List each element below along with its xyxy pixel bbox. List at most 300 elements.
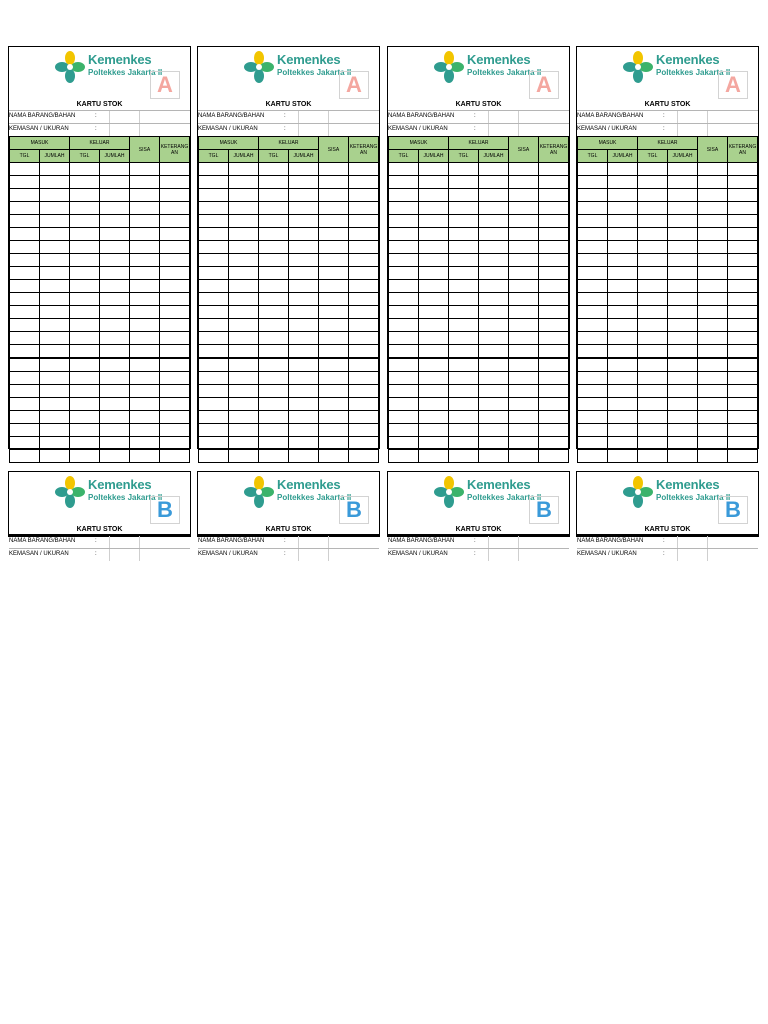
sisa-cell[interactable] bbox=[509, 215, 539, 228]
masuk-tgl-cell[interactable] bbox=[389, 202, 419, 215]
masuk-jumlah-cell[interactable] bbox=[40, 345, 70, 359]
keluar-tgl-cell[interactable] bbox=[259, 215, 289, 228]
keterangan-cell[interactable] bbox=[349, 215, 379, 228]
sisa-cell[interactable] bbox=[698, 189, 728, 202]
masuk-tgl-cell[interactable] bbox=[199, 228, 229, 241]
masuk-jumlah-cell[interactable] bbox=[229, 450, 259, 463]
masuk-tgl-cell[interactable] bbox=[10, 215, 40, 228]
keluar-tgl-cell[interactable] bbox=[259, 424, 289, 437]
sisa-cell[interactable] bbox=[130, 228, 160, 241]
sisa-cell[interactable] bbox=[509, 306, 539, 319]
masuk-tgl-cell[interactable] bbox=[578, 424, 608, 437]
keterangan-cell[interactable] bbox=[728, 254, 758, 267]
sisa-cell[interactable] bbox=[319, 319, 349, 332]
sisa-cell[interactable] bbox=[130, 411, 160, 424]
sisa-cell[interactable] bbox=[130, 332, 160, 345]
sisa-cell[interactable] bbox=[319, 215, 349, 228]
keluar-tgl-cell[interactable] bbox=[70, 437, 100, 450]
masuk-jumlah-cell[interactable] bbox=[40, 358, 70, 372]
keterangan-cell[interactable] bbox=[160, 293, 190, 306]
masuk-tgl-cell[interactable] bbox=[10, 398, 40, 411]
keluar-jumlah-cell[interactable] bbox=[668, 176, 698, 189]
keluar-tgl-cell[interactable] bbox=[638, 215, 668, 228]
keluar-jumlah-cell[interactable] bbox=[479, 280, 509, 293]
masuk-jumlah-cell[interactable] bbox=[419, 372, 449, 385]
masuk-jumlah-cell[interactable] bbox=[608, 411, 638, 424]
keterangan-cell[interactable] bbox=[349, 345, 379, 359]
keluar-tgl-cell[interactable] bbox=[449, 163, 479, 176]
masuk-jumlah-cell[interactable] bbox=[229, 319, 259, 332]
sisa-cell[interactable] bbox=[130, 424, 160, 437]
keluar-tgl-cell[interactable] bbox=[638, 228, 668, 241]
keluar-jumlah-cell[interactable] bbox=[100, 280, 130, 293]
keluar-jumlah-cell[interactable] bbox=[100, 372, 130, 385]
keterangan-cell[interactable] bbox=[728, 345, 758, 359]
keterangan-cell[interactable] bbox=[728, 424, 758, 437]
sisa-cell[interactable] bbox=[509, 345, 539, 359]
keterangan-cell[interactable] bbox=[728, 215, 758, 228]
sisa-cell[interactable] bbox=[130, 437, 160, 450]
keterangan-cell[interactable] bbox=[539, 163, 569, 176]
masuk-jumlah-cell[interactable] bbox=[419, 176, 449, 189]
keluar-jumlah-cell[interactable] bbox=[479, 345, 509, 359]
masuk-jumlah-cell[interactable] bbox=[608, 332, 638, 345]
sisa-cell[interactable] bbox=[509, 254, 539, 267]
sisa-cell[interactable] bbox=[698, 306, 728, 319]
keluar-jumlah-cell[interactable] bbox=[479, 319, 509, 332]
keluar-tgl-cell[interactable] bbox=[638, 332, 668, 345]
sisa-cell[interactable] bbox=[509, 332, 539, 345]
keluar-tgl-cell[interactable] bbox=[449, 424, 479, 437]
keterangan-cell[interactable] bbox=[160, 228, 190, 241]
sisa-cell[interactable] bbox=[509, 398, 539, 411]
masuk-tgl-cell[interactable] bbox=[199, 267, 229, 280]
masuk-tgl-cell[interactable] bbox=[578, 306, 608, 319]
masuk-tgl-cell[interactable] bbox=[389, 385, 419, 398]
masuk-tgl-cell[interactable] bbox=[199, 202, 229, 215]
masuk-tgl-cell[interactable] bbox=[10, 163, 40, 176]
keterangan-cell[interactable] bbox=[349, 163, 379, 176]
masuk-jumlah-cell[interactable] bbox=[608, 176, 638, 189]
keluar-tgl-cell[interactable] bbox=[259, 254, 289, 267]
sisa-cell[interactable] bbox=[698, 176, 728, 189]
masuk-jumlah-cell[interactable] bbox=[608, 293, 638, 306]
keluar-tgl-cell[interactable] bbox=[638, 385, 668, 398]
keluar-jumlah-cell[interactable] bbox=[289, 202, 319, 215]
masuk-tgl-cell[interactable] bbox=[389, 372, 419, 385]
sisa-cell[interactable] bbox=[698, 163, 728, 176]
keterangan-cell[interactable] bbox=[539, 189, 569, 202]
sisa-cell[interactable] bbox=[319, 228, 349, 241]
masuk-tgl-cell[interactable] bbox=[578, 332, 608, 345]
keluar-jumlah-cell[interactable] bbox=[479, 163, 509, 176]
keluar-jumlah-cell[interactable] bbox=[100, 345, 130, 359]
masuk-jumlah-cell[interactable] bbox=[229, 254, 259, 267]
keluar-tgl-cell[interactable] bbox=[449, 319, 479, 332]
masuk-jumlah-cell[interactable] bbox=[229, 293, 259, 306]
masuk-jumlah-cell[interactable] bbox=[419, 254, 449, 267]
sisa-cell[interactable] bbox=[698, 358, 728, 372]
keluar-tgl-cell[interactable] bbox=[70, 450, 100, 463]
masuk-jumlah-cell[interactable] bbox=[419, 293, 449, 306]
keluar-tgl-cell[interactable] bbox=[70, 385, 100, 398]
keluar-jumlah-cell[interactable] bbox=[100, 228, 130, 241]
masuk-jumlah-cell[interactable] bbox=[40, 398, 70, 411]
masuk-jumlah-cell[interactable] bbox=[229, 215, 259, 228]
masuk-tgl-cell[interactable] bbox=[578, 358, 608, 372]
masuk-tgl-cell[interactable] bbox=[578, 345, 608, 359]
keterangan-cell[interactable] bbox=[160, 254, 190, 267]
sisa-cell[interactable] bbox=[698, 372, 728, 385]
masuk-tgl-cell[interactable] bbox=[578, 215, 608, 228]
sisa-cell[interactable] bbox=[319, 398, 349, 411]
keluar-jumlah-cell[interactable] bbox=[668, 411, 698, 424]
keluar-tgl-cell[interactable] bbox=[259, 398, 289, 411]
sisa-cell[interactable] bbox=[698, 293, 728, 306]
keluar-jumlah-cell[interactable] bbox=[100, 267, 130, 280]
keluar-tgl-cell[interactable] bbox=[259, 372, 289, 385]
sisa-cell[interactable] bbox=[509, 319, 539, 332]
keterangan-cell[interactable] bbox=[539, 254, 569, 267]
keterangan-cell[interactable] bbox=[349, 319, 379, 332]
keterangan-cell[interactable] bbox=[539, 345, 569, 359]
keluar-tgl-cell[interactable] bbox=[70, 306, 100, 319]
keluar-tgl-cell[interactable] bbox=[449, 345, 479, 359]
masuk-jumlah-cell[interactable] bbox=[608, 450, 638, 463]
masuk-jumlah-cell[interactable] bbox=[229, 398, 259, 411]
keluar-tgl-cell[interactable] bbox=[259, 437, 289, 450]
sisa-cell[interactable] bbox=[698, 254, 728, 267]
masuk-jumlah-cell[interactable] bbox=[40, 215, 70, 228]
masuk-tgl-cell[interactable] bbox=[578, 293, 608, 306]
keluar-jumlah-cell[interactable] bbox=[668, 280, 698, 293]
keluar-tgl-cell[interactable] bbox=[449, 228, 479, 241]
keluar-tgl-cell[interactable] bbox=[449, 437, 479, 450]
keterangan-cell[interactable] bbox=[349, 267, 379, 280]
sisa-cell[interactable] bbox=[698, 398, 728, 411]
masuk-jumlah-cell[interactable] bbox=[419, 189, 449, 202]
keterangan-cell[interactable] bbox=[728, 228, 758, 241]
masuk-jumlah-cell[interactable] bbox=[419, 450, 449, 463]
keterangan-cell[interactable] bbox=[160, 385, 190, 398]
masuk-jumlah-cell[interactable] bbox=[40, 450, 70, 463]
masuk-tgl-cell[interactable] bbox=[199, 398, 229, 411]
sisa-cell[interactable] bbox=[698, 215, 728, 228]
masuk-tgl-cell[interactable] bbox=[10, 306, 40, 319]
masuk-jumlah-cell[interactable] bbox=[608, 163, 638, 176]
masuk-tgl-cell[interactable] bbox=[389, 280, 419, 293]
sisa-cell[interactable] bbox=[130, 385, 160, 398]
keluar-tgl-cell[interactable] bbox=[638, 293, 668, 306]
keterangan-cell[interactable] bbox=[160, 176, 190, 189]
keluar-tgl-cell[interactable] bbox=[638, 411, 668, 424]
keluar-jumlah-cell[interactable] bbox=[668, 332, 698, 345]
keterangan-cell[interactable] bbox=[539, 372, 569, 385]
keterangan-cell[interactable] bbox=[349, 358, 379, 372]
keluar-jumlah-cell[interactable] bbox=[668, 424, 698, 437]
keluar-jumlah-cell[interactable] bbox=[479, 372, 509, 385]
masuk-jumlah-cell[interactable] bbox=[419, 358, 449, 372]
keluar-tgl-cell[interactable] bbox=[259, 189, 289, 202]
keluar-tgl-cell[interactable] bbox=[638, 398, 668, 411]
masuk-jumlah-cell[interactable] bbox=[229, 437, 259, 450]
keluar-jumlah-cell[interactable] bbox=[100, 189, 130, 202]
keluar-tgl-cell[interactable] bbox=[449, 176, 479, 189]
keterangan-cell[interactable] bbox=[349, 411, 379, 424]
keluar-tgl-cell[interactable] bbox=[449, 254, 479, 267]
masuk-jumlah-cell[interactable] bbox=[229, 280, 259, 293]
masuk-jumlah-cell[interactable] bbox=[419, 385, 449, 398]
masuk-jumlah-cell[interactable] bbox=[40, 306, 70, 319]
keluar-tgl-cell[interactable] bbox=[70, 254, 100, 267]
keluar-tgl-cell[interactable] bbox=[638, 267, 668, 280]
keluar-jumlah-cell[interactable] bbox=[289, 293, 319, 306]
sisa-cell[interactable] bbox=[319, 345, 349, 359]
keluar-jumlah-cell[interactable] bbox=[100, 385, 130, 398]
keterangan-cell[interactable] bbox=[160, 437, 190, 450]
masuk-tgl-cell[interactable] bbox=[10, 437, 40, 450]
keluar-jumlah-cell[interactable] bbox=[479, 189, 509, 202]
masuk-jumlah-cell[interactable] bbox=[229, 267, 259, 280]
keterangan-cell[interactable] bbox=[160, 411, 190, 424]
keluar-tgl-cell[interactable] bbox=[638, 437, 668, 450]
keluar-tgl-cell[interactable] bbox=[70, 424, 100, 437]
keluar-jumlah-cell[interactable] bbox=[668, 450, 698, 463]
keterangan-cell[interactable] bbox=[539, 332, 569, 345]
masuk-jumlah-cell[interactable] bbox=[229, 176, 259, 189]
keluar-tgl-cell[interactable] bbox=[449, 241, 479, 254]
sisa-cell[interactable] bbox=[509, 202, 539, 215]
keterangan-cell[interactable] bbox=[728, 332, 758, 345]
keluar-jumlah-cell[interactable] bbox=[668, 241, 698, 254]
keluar-tgl-cell[interactable] bbox=[638, 176, 668, 189]
masuk-jumlah-cell[interactable] bbox=[608, 241, 638, 254]
keluar-jumlah-cell[interactable] bbox=[668, 437, 698, 450]
keluar-tgl-cell[interactable] bbox=[259, 358, 289, 372]
keluar-tgl-cell[interactable] bbox=[70, 293, 100, 306]
masuk-tgl-cell[interactable] bbox=[389, 293, 419, 306]
keterangan-cell[interactable] bbox=[539, 293, 569, 306]
keluar-jumlah-cell[interactable] bbox=[100, 293, 130, 306]
keluar-jumlah-cell[interactable] bbox=[100, 358, 130, 372]
masuk-tgl-cell[interactable] bbox=[578, 385, 608, 398]
sisa-cell[interactable] bbox=[130, 163, 160, 176]
keluar-jumlah-cell[interactable] bbox=[479, 215, 509, 228]
keluar-jumlah-cell[interactable] bbox=[479, 332, 509, 345]
keterangan-cell[interactable] bbox=[160, 450, 190, 463]
masuk-tgl-cell[interactable] bbox=[389, 319, 419, 332]
keterangan-cell[interactable] bbox=[349, 202, 379, 215]
masuk-jumlah-cell[interactable] bbox=[419, 306, 449, 319]
masuk-tgl-cell[interactable] bbox=[199, 372, 229, 385]
keterangan-cell[interactable] bbox=[349, 228, 379, 241]
sisa-cell[interactable] bbox=[698, 228, 728, 241]
keluar-tgl-cell[interactable] bbox=[638, 241, 668, 254]
masuk-jumlah-cell[interactable] bbox=[229, 345, 259, 359]
keterangan-cell[interactable] bbox=[160, 202, 190, 215]
masuk-jumlah-cell[interactable] bbox=[229, 411, 259, 424]
masuk-jumlah-cell[interactable] bbox=[229, 385, 259, 398]
keterangan-cell[interactable] bbox=[539, 228, 569, 241]
masuk-tgl-cell[interactable] bbox=[10, 319, 40, 332]
masuk-tgl-cell[interactable] bbox=[10, 241, 40, 254]
keluar-jumlah-cell[interactable] bbox=[289, 319, 319, 332]
keluar-jumlah-cell[interactable] bbox=[479, 398, 509, 411]
keluar-tgl-cell[interactable] bbox=[70, 332, 100, 345]
keterangan-cell[interactable] bbox=[728, 293, 758, 306]
keluar-tgl-cell[interactable] bbox=[449, 202, 479, 215]
keluar-tgl-cell[interactable] bbox=[70, 372, 100, 385]
masuk-jumlah-cell[interactable] bbox=[608, 215, 638, 228]
keluar-jumlah-cell[interactable] bbox=[289, 189, 319, 202]
masuk-tgl-cell[interactable] bbox=[199, 319, 229, 332]
keterangan-cell[interactable] bbox=[539, 437, 569, 450]
keluar-jumlah-cell[interactable] bbox=[479, 450, 509, 463]
masuk-jumlah-cell[interactable] bbox=[40, 280, 70, 293]
sisa-cell[interactable] bbox=[319, 437, 349, 450]
sisa-cell[interactable] bbox=[698, 267, 728, 280]
keluar-jumlah-cell[interactable] bbox=[100, 424, 130, 437]
sisa-cell[interactable] bbox=[698, 385, 728, 398]
keterangan-cell[interactable] bbox=[728, 450, 758, 463]
masuk-jumlah-cell[interactable] bbox=[40, 332, 70, 345]
masuk-tgl-cell[interactable] bbox=[10, 332, 40, 345]
masuk-jumlah-cell[interactable] bbox=[40, 437, 70, 450]
keterangan-cell[interactable] bbox=[349, 385, 379, 398]
masuk-tgl-cell[interactable] bbox=[10, 254, 40, 267]
keluar-tgl-cell[interactable] bbox=[70, 202, 100, 215]
keluar-tgl-cell[interactable] bbox=[449, 398, 479, 411]
sisa-cell[interactable] bbox=[319, 385, 349, 398]
sisa-cell[interactable] bbox=[319, 293, 349, 306]
masuk-tgl-cell[interactable] bbox=[10, 345, 40, 359]
keterangan-cell[interactable] bbox=[539, 398, 569, 411]
keterangan-cell[interactable] bbox=[728, 202, 758, 215]
sisa-cell[interactable] bbox=[319, 372, 349, 385]
keluar-tgl-cell[interactable] bbox=[259, 319, 289, 332]
masuk-jumlah-cell[interactable] bbox=[608, 202, 638, 215]
keluar-jumlah-cell[interactable] bbox=[289, 280, 319, 293]
keluar-jumlah-cell[interactable] bbox=[479, 437, 509, 450]
keluar-jumlah-cell[interactable] bbox=[479, 202, 509, 215]
sisa-cell[interactable] bbox=[509, 189, 539, 202]
sisa-cell[interactable] bbox=[509, 163, 539, 176]
keterangan-cell[interactable] bbox=[728, 163, 758, 176]
masuk-tgl-cell[interactable] bbox=[10, 372, 40, 385]
keluar-tgl-cell[interactable] bbox=[70, 241, 100, 254]
masuk-jumlah-cell[interactable] bbox=[419, 228, 449, 241]
keluar-jumlah-cell[interactable] bbox=[479, 385, 509, 398]
sisa-cell[interactable] bbox=[509, 293, 539, 306]
masuk-jumlah-cell[interactable] bbox=[608, 358, 638, 372]
sisa-cell[interactable] bbox=[130, 215, 160, 228]
keluar-tgl-cell[interactable] bbox=[259, 202, 289, 215]
keterangan-cell[interactable] bbox=[728, 280, 758, 293]
keluar-jumlah-cell[interactable] bbox=[289, 385, 319, 398]
keluar-jumlah-cell[interactable] bbox=[668, 202, 698, 215]
keluar-jumlah-cell[interactable] bbox=[479, 358, 509, 372]
masuk-tgl-cell[interactable] bbox=[10, 411, 40, 424]
masuk-tgl-cell[interactable] bbox=[578, 319, 608, 332]
masuk-jumlah-cell[interactable] bbox=[608, 306, 638, 319]
keluar-jumlah-cell[interactable] bbox=[668, 398, 698, 411]
sisa-cell[interactable] bbox=[130, 254, 160, 267]
keluar-tgl-cell[interactable] bbox=[638, 202, 668, 215]
keluar-jumlah-cell[interactable] bbox=[289, 306, 319, 319]
masuk-tgl-cell[interactable] bbox=[199, 424, 229, 437]
masuk-tgl-cell[interactable] bbox=[389, 241, 419, 254]
masuk-jumlah-cell[interactable] bbox=[229, 372, 259, 385]
masuk-tgl-cell[interactable] bbox=[578, 267, 608, 280]
masuk-tgl-cell[interactable] bbox=[578, 450, 608, 463]
keluar-tgl-cell[interactable] bbox=[259, 176, 289, 189]
keterangan-cell[interactable] bbox=[539, 306, 569, 319]
sisa-cell[interactable] bbox=[319, 411, 349, 424]
masuk-tgl-cell[interactable] bbox=[389, 228, 419, 241]
keluar-jumlah-cell[interactable] bbox=[479, 411, 509, 424]
sisa-cell[interactable] bbox=[130, 189, 160, 202]
keterangan-cell[interactable] bbox=[349, 372, 379, 385]
keluar-tgl-cell[interactable] bbox=[449, 358, 479, 372]
masuk-tgl-cell[interactable] bbox=[578, 437, 608, 450]
keluar-jumlah-cell[interactable] bbox=[668, 306, 698, 319]
masuk-tgl-cell[interactable] bbox=[578, 163, 608, 176]
masuk-jumlah-cell[interactable] bbox=[419, 319, 449, 332]
masuk-tgl-cell[interactable] bbox=[10, 358, 40, 372]
sisa-cell[interactable] bbox=[319, 189, 349, 202]
masuk-jumlah-cell[interactable] bbox=[608, 254, 638, 267]
sisa-cell[interactable] bbox=[509, 176, 539, 189]
masuk-tgl-cell[interactable] bbox=[389, 345, 419, 359]
keterangan-cell[interactable] bbox=[160, 372, 190, 385]
keluar-tgl-cell[interactable] bbox=[259, 306, 289, 319]
masuk-jumlah-cell[interactable] bbox=[40, 163, 70, 176]
keluar-jumlah-cell[interactable] bbox=[668, 189, 698, 202]
keluar-jumlah-cell[interactable] bbox=[289, 215, 319, 228]
keluar-tgl-cell[interactable] bbox=[259, 163, 289, 176]
keterangan-cell[interactable] bbox=[728, 385, 758, 398]
masuk-jumlah-cell[interactable] bbox=[608, 398, 638, 411]
sisa-cell[interactable] bbox=[509, 424, 539, 437]
keluar-tgl-cell[interactable] bbox=[449, 385, 479, 398]
keluar-tgl-cell[interactable] bbox=[259, 450, 289, 463]
keterangan-cell[interactable] bbox=[160, 280, 190, 293]
masuk-jumlah-cell[interactable] bbox=[40, 319, 70, 332]
keterangan-cell[interactable] bbox=[728, 176, 758, 189]
masuk-tgl-cell[interactable] bbox=[199, 254, 229, 267]
keluar-tgl-cell[interactable] bbox=[259, 280, 289, 293]
keluar-tgl-cell[interactable] bbox=[70, 267, 100, 280]
masuk-tgl-cell[interactable] bbox=[578, 254, 608, 267]
keterangan-cell[interactable] bbox=[349, 424, 379, 437]
sisa-cell[interactable] bbox=[319, 202, 349, 215]
masuk-tgl-cell[interactable] bbox=[389, 189, 419, 202]
keterangan-cell[interactable] bbox=[349, 437, 379, 450]
sisa-cell[interactable] bbox=[698, 319, 728, 332]
keluar-tgl-cell[interactable] bbox=[638, 254, 668, 267]
masuk-jumlah-cell[interactable] bbox=[419, 398, 449, 411]
keluar-jumlah-cell[interactable] bbox=[100, 398, 130, 411]
keluar-jumlah-cell[interactable] bbox=[289, 411, 319, 424]
sisa-cell[interactable] bbox=[698, 332, 728, 345]
keluar-jumlah-cell[interactable] bbox=[668, 228, 698, 241]
keterangan-cell[interactable] bbox=[349, 189, 379, 202]
masuk-tgl-cell[interactable] bbox=[389, 176, 419, 189]
keluar-jumlah-cell[interactable] bbox=[668, 358, 698, 372]
masuk-jumlah-cell[interactable] bbox=[229, 332, 259, 345]
masuk-tgl-cell[interactable] bbox=[578, 189, 608, 202]
keterangan-cell[interactable] bbox=[539, 176, 569, 189]
